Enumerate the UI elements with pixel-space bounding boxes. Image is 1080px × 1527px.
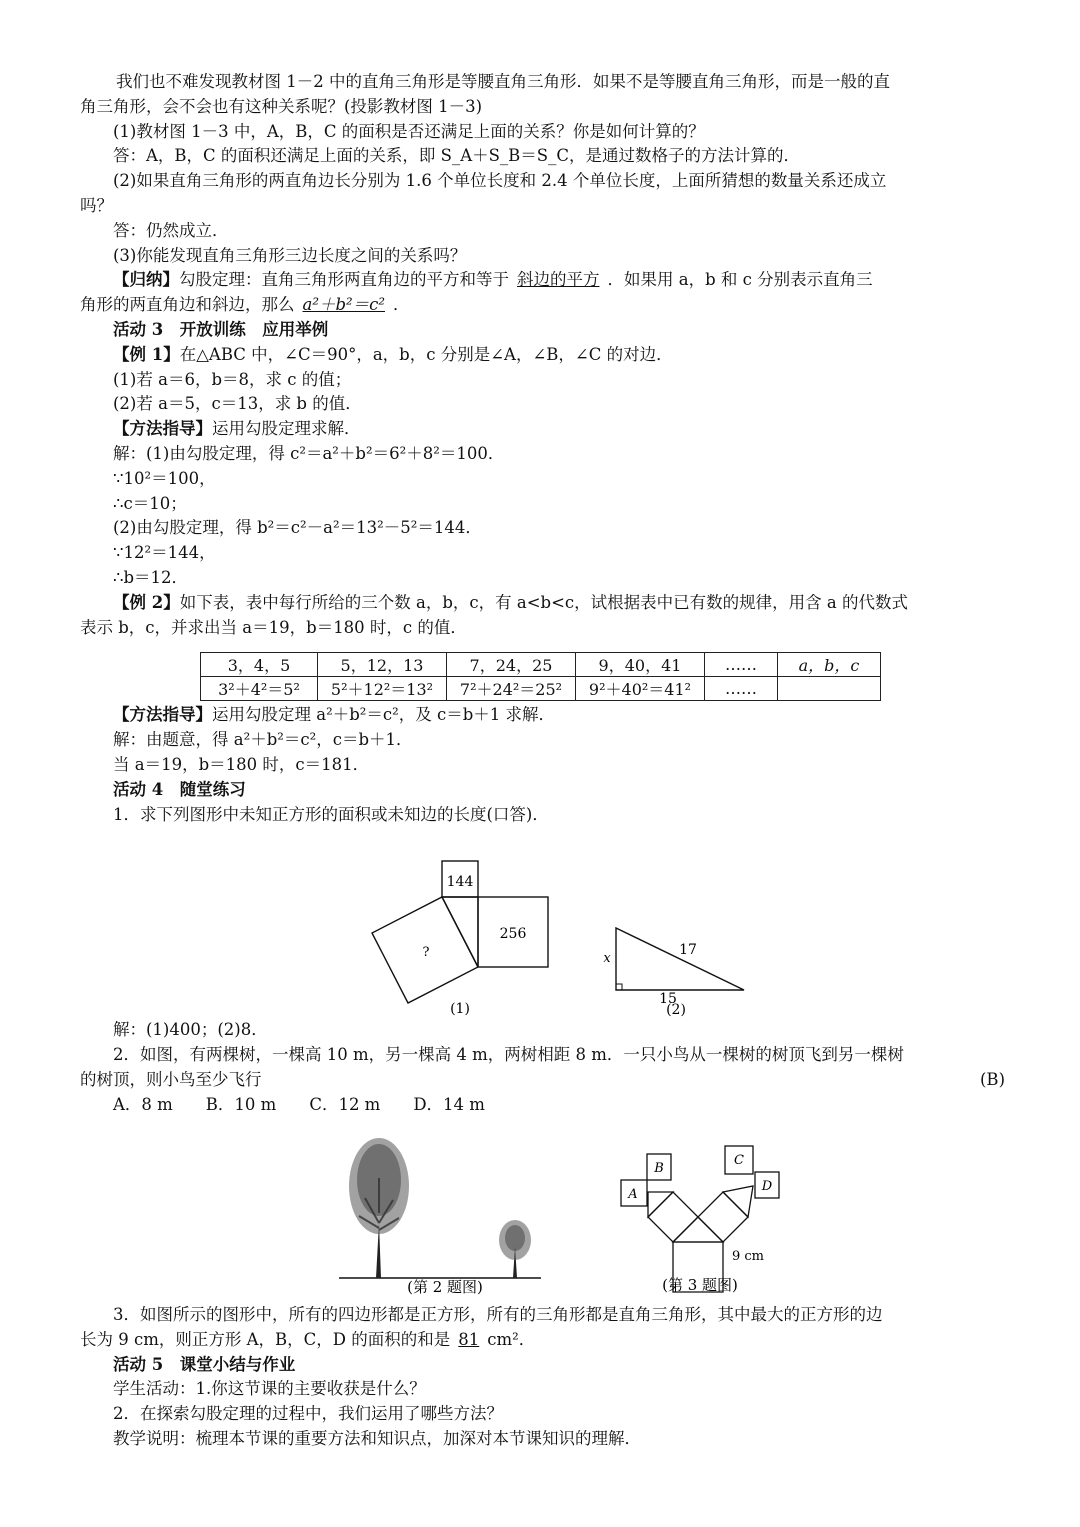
label-d: D xyxy=(761,1179,773,1194)
summary-text-2: ．如果用 a，b 和 c 分别表示直角三 xyxy=(607,270,873,290)
label-c: C xyxy=(734,1153,744,1168)
activity-5-line-1: 学生活动：1.你这节课的主要收获是什么？ xyxy=(113,1379,426,1399)
figure-trees xyxy=(335,1128,545,1303)
intro-line-1: 我们也不难发现教材图 1－2 中的直角三角形是等腰直角三角形．如果不是等腰直角三角形，而是一般的直 xyxy=(116,72,890,91)
solution-line-7: 解：由题意，得 a²＋b²＝c²，c＝b＋1． xyxy=(113,730,413,750)
tall-tree-icon xyxy=(349,1138,409,1278)
table-cell: 9²＋40²＝41² xyxy=(576,677,705,701)
method-guide-text: 运用勾股定理 a²＋b²＝c²，及 c＝b＋1 求解． xyxy=(212,705,556,725)
example-2-tag: 【例 2】 xyxy=(113,592,180,612)
table-cell: 5²＋12²＝13² xyxy=(318,677,447,701)
label-144: 144 xyxy=(446,874,474,890)
table-cell: a，b，c xyxy=(778,653,881,677)
right-triangle xyxy=(723,1186,753,1217)
exercise-1: 1．求下列图形中未知正方形的面积或未知边的长度(口答)． xyxy=(113,804,549,824)
question-2-a: (2)如果直角三角形的两直角边长分别为 1.6 个单位长度和 2.4 个单位长度，上面所猜想的数量关系还成立 xyxy=(113,171,887,191)
method-guide-1 xyxy=(80,417,1005,442)
label-a: A xyxy=(628,1187,638,1202)
summary-blank-1: 斜边的平方 xyxy=(517,270,600,290)
exercise-1-answer: 解：(1)400；(2)8． xyxy=(113,1020,268,1039)
exercise-3-text: 长为 9 cm，则正方形 A，B，C，D 的面积的和是 xyxy=(80,1329,451,1349)
method-guide-tag: 【方法指导】 xyxy=(113,419,212,439)
activity-5-line-3: 教学说明：梳理本节课的重要方法和知识点，加深对本节课知识的理解． xyxy=(113,1428,641,1448)
figure-1-caption: (1) xyxy=(450,1001,470,1017)
exercise-3-b xyxy=(80,1328,1005,1353)
solution-line-1: 解：(1)由勾股定理，得 c²＝a²＋b²＝6²＋8²＝100． xyxy=(113,443,505,463)
summary-text-4: ． xyxy=(392,295,410,315)
summary-text-1: 勾股定理：直角三角形两直角边的平方和等于 xyxy=(179,270,509,290)
label-15: 15 xyxy=(659,991,677,1007)
question-1: (1)教材图 1－3 中，A，B，C 的面积是否还满足上面的关系？你是如何计算的？ xyxy=(113,121,705,141)
triangle-shape xyxy=(616,928,744,990)
table-row xyxy=(201,653,881,677)
intro-line-2: 角三角形，会不会也有这种关系呢？(投影教材图 1－3) xyxy=(80,96,483,116)
solution-line-6: ∴b＝12． xyxy=(113,567,189,587)
label-17: 17 xyxy=(679,942,697,958)
table-cell: 3²＋4²＝5² xyxy=(201,677,318,701)
table-cell: …… xyxy=(705,677,778,701)
section-bottom xyxy=(80,1303,1005,1452)
right-square xyxy=(698,1192,748,1242)
answer-1: 答：A，B，C 的面积还满足上面的关系，即 S_A＋S_B＝S_C，是通过数格子的方法计算的． xyxy=(113,146,800,166)
exercise-2-options: A．8 m B．10 m C．12 m D．14 m xyxy=(113,1095,485,1114)
summary-blank-2: a²＋b²＝c² xyxy=(302,295,385,315)
summary-line-2 xyxy=(80,293,1005,318)
exercise-2-answer: (B) xyxy=(980,1070,1005,1089)
example-1-tag: 【例 1】 xyxy=(113,344,180,364)
activity-5-title: 活动 5 课堂小结与作业 xyxy=(113,1354,296,1374)
summary-line-1 xyxy=(80,268,1005,293)
table-cell: 3，4，5 xyxy=(201,653,318,677)
label-b: B xyxy=(654,1161,664,1176)
document-body xyxy=(80,70,1005,827)
table-cell xyxy=(778,677,881,701)
exercise-3-a: 3．如图所示的图形中，所有的四边形都是正方形，所有的三角形都是直角三角形，其中最大的正方形的边 xyxy=(113,1305,883,1324)
left-square xyxy=(648,1192,698,1242)
pythagorean-table xyxy=(200,652,881,701)
solution-line-8: 当 a＝19，b＝180 时，c＝181． xyxy=(113,754,370,774)
summary-text-3: 角形的两直角边和斜边，那么 xyxy=(80,295,295,315)
table-row xyxy=(201,677,881,701)
right-angle-mark xyxy=(616,984,622,990)
table-cell: 7²＋24²＝25² xyxy=(447,677,576,701)
table-cell: 7，24，25 xyxy=(447,653,576,677)
question-3: (3)你能发现直角三角形三边长度之间的关系吗？ xyxy=(113,245,467,265)
activity-3-title: 活动 3 开放训练 应用举例 xyxy=(113,319,329,339)
short-tree-icon xyxy=(499,1220,531,1278)
label-unknown: ? xyxy=(422,945,430,960)
example-1-part-2: (2)若 a＝5，c＝13，求 b 的值． xyxy=(113,394,362,414)
label-256: 256 xyxy=(499,926,527,942)
exercise-3-unit: cm²． xyxy=(487,1329,536,1349)
example-2-a xyxy=(80,591,1005,616)
left-triangle xyxy=(648,1192,673,1217)
figure-2-caption: (2) xyxy=(666,1002,686,1018)
method-guide-text: 运用勾股定理求解． xyxy=(212,419,361,439)
example-1-text: 在△ABC 中，∠C＝90°，a，b，c 分别是∠A，∠B，∠C 的对边． xyxy=(179,344,673,364)
solution-line-4: (2)由勾股定理，得 b²＝c²－a²＝13²－5²＝144． xyxy=(113,518,482,538)
figure-3-squares xyxy=(615,1138,795,1298)
method-guide-tag: 【方法指导】 xyxy=(113,705,212,725)
exercise-2-b xyxy=(80,1068,1005,1093)
top-triangle xyxy=(673,1217,723,1242)
figure-2-label: (第 2 题图) xyxy=(407,1278,483,1296)
summary-tag: 【归纳】 xyxy=(113,270,179,290)
label-x: x xyxy=(603,951,611,966)
label-9cm: 9 cm xyxy=(731,1249,765,1264)
solution-line-2: ∵10²＝100， xyxy=(113,468,216,488)
figure-2-triangle xyxy=(598,920,758,1020)
exercise-2-text: 的树顶，则小鸟至少飞行 xyxy=(80,1070,262,1089)
table-cell: …… xyxy=(705,653,778,677)
solution-line-5: ∵12²＝144， xyxy=(113,543,216,563)
exercise-3-blank: 81 xyxy=(458,1329,480,1349)
example-1 xyxy=(80,343,1005,368)
figure-3-label: (第 3 题图) xyxy=(662,1276,738,1294)
figure-1-squares xyxy=(360,855,560,1020)
method-guide-2 xyxy=(80,703,1005,728)
activity-4-title: 活动 4 随堂练习 xyxy=(113,779,246,799)
activity-5-line-2: 2．在探索勾股定理的过程中，我们运用了哪些方法？ xyxy=(113,1404,503,1424)
answer-2: 答：仍然成立． xyxy=(113,220,229,240)
example-1-part-1: (1)若 a＝6，b＝8，求 c 的值； xyxy=(113,369,352,389)
table-cell: 9，40，41 xyxy=(576,653,705,677)
question-2-b: 吗？ xyxy=(80,195,113,215)
table-cell: 5，12，13 xyxy=(318,653,447,677)
example-2-text: 如下表，表中每行所给的三个数 a，b，c，有 a<b<c，试根据表中已有数的规律，用含 a 的代数式 xyxy=(179,592,908,612)
example-2-b: 表示 b，c，并求出当 a＝19，b＝180 时，c 的值． xyxy=(80,617,467,637)
solution-line-3: ∴c＝10； xyxy=(113,493,187,513)
exercise-2-a: 2．如图，有两棵树，一棵高 10 m，另一棵高 4 m，两树相距 8 m．一只小鸟从一棵树的树顶飞到另一棵树 xyxy=(113,1045,904,1064)
